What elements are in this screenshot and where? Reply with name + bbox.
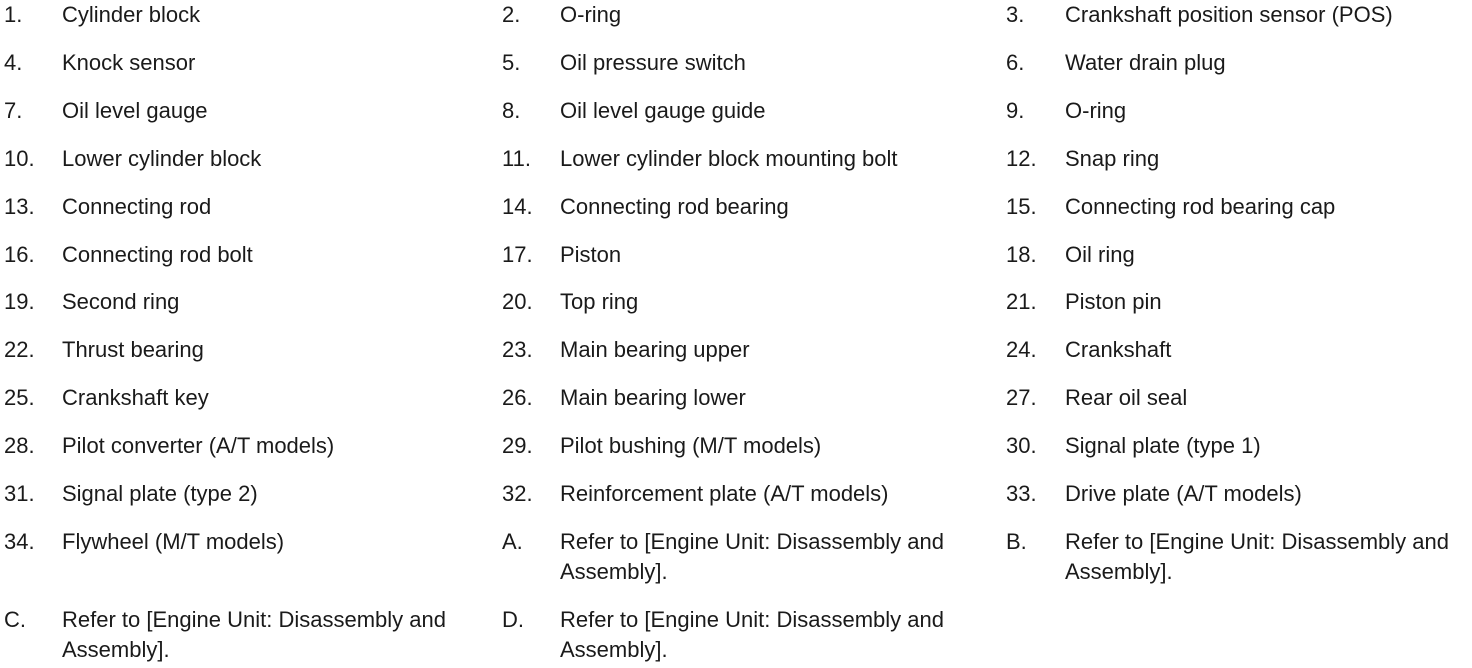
item-label: Signal plate (type 2) xyxy=(62,481,258,506)
item-number: 19. xyxy=(4,289,35,314)
item-label: Pilot converter (A/T models) xyxy=(62,433,335,458)
item-number: 9. xyxy=(1006,98,1025,123)
item-number: 5. xyxy=(502,50,521,75)
item-number: B. xyxy=(1006,529,1027,554)
item-number: 4. xyxy=(4,50,23,75)
item-label: O-ring xyxy=(1065,98,1127,123)
item-label: Oil pressure switch xyxy=(560,50,746,75)
item-label: Crankshaft key xyxy=(62,385,209,410)
item-label: O-ring xyxy=(560,2,622,27)
item-number: 14. xyxy=(502,194,533,219)
item-label: Flywheel (M/T models) xyxy=(62,529,285,554)
item-label: Top ring xyxy=(560,289,639,314)
item-label: Refer to [Engine Unit: Disassembly and Assembly]. xyxy=(560,529,944,584)
item-label: Lower cylinder block mounting bolt xyxy=(560,146,898,171)
item-number: 7. xyxy=(4,98,23,123)
item-label: Water drain plug xyxy=(1065,50,1226,75)
item-number: A. xyxy=(502,529,523,554)
item-label: Cylinder block xyxy=(62,2,201,27)
item-number: 34. xyxy=(4,529,35,554)
item-number: 2. xyxy=(502,2,521,27)
item-number: 25. xyxy=(4,385,35,410)
item-number: D. xyxy=(502,607,524,632)
item-number: 27. xyxy=(1006,385,1037,410)
item-label: Crankshaft position sensor (POS) xyxy=(1065,2,1393,27)
item-label: Connecting rod bearing xyxy=(560,194,789,219)
item-label: Piston pin xyxy=(1065,289,1162,314)
item-number: 24. xyxy=(1006,337,1037,362)
item-number: 29. xyxy=(502,433,533,458)
item-label: Oil ring xyxy=(1065,242,1135,267)
item-number: 15. xyxy=(1006,194,1037,219)
item-label: Pilot bushing (M/T models) xyxy=(560,433,822,458)
item-label: Oil level gauge guide xyxy=(560,98,766,123)
item-label: Reinforcement plate (A/T models) xyxy=(560,481,889,506)
item-label: Refer to [Engine Unit: Disassembly and Assembly]. xyxy=(1065,529,1449,584)
item-number: 6. xyxy=(1006,50,1025,75)
item-number: 22. xyxy=(4,337,35,362)
item-label: Crankshaft xyxy=(1065,337,1172,362)
item-label: Refer to [Engine Unit: Disassembly and Assembly]. xyxy=(560,607,944,662)
item-label: Thrust bearing xyxy=(62,337,204,362)
item-number: 32. xyxy=(502,481,533,506)
item-number: 33. xyxy=(1006,481,1037,506)
item-number: 31. xyxy=(4,481,35,506)
item-number: 8. xyxy=(502,98,521,123)
item-label: Piston xyxy=(560,242,622,267)
item-label: Refer to [Engine Unit: Disassembly and Assembly]. xyxy=(62,607,446,662)
item-number: 12. xyxy=(1006,146,1037,171)
item-label: Main bearing upper xyxy=(560,337,750,362)
item-number: 11. xyxy=(502,146,531,171)
item-number: 10. xyxy=(4,146,35,171)
item-label: Oil level gauge xyxy=(62,98,208,123)
item-label: Connecting rod bearing cap xyxy=(1065,194,1336,219)
item-number: 30. xyxy=(1006,433,1037,458)
item-number: C. xyxy=(4,607,26,632)
item-label: Main bearing lower xyxy=(560,385,746,410)
item-label: Snap ring xyxy=(1065,146,1160,171)
item-label: Rear oil seal xyxy=(1065,385,1188,410)
item-number: 28. xyxy=(4,433,35,458)
item-label: Drive plate (A/T models) xyxy=(1065,481,1302,506)
item-number: 3. xyxy=(1006,2,1025,27)
item-number: 23. xyxy=(502,337,533,362)
item-number: 18. xyxy=(1006,242,1037,267)
item-number: 16. xyxy=(4,242,35,267)
item-label: Lower cylinder block xyxy=(62,146,262,171)
item-number: 17. xyxy=(502,242,533,267)
item-number: 21. xyxy=(1006,289,1037,314)
item-label: Second ring xyxy=(62,289,180,314)
item-label: Connecting rod xyxy=(62,194,212,219)
item-label: Signal plate (type 1) xyxy=(1065,433,1261,458)
item-number: 1. xyxy=(4,2,23,27)
item-label: Connecting rod bolt xyxy=(62,242,253,267)
item-number: 13. xyxy=(4,194,35,219)
item-number: 20. xyxy=(502,289,533,314)
item-label: Knock sensor xyxy=(62,50,196,75)
item-number: 26. xyxy=(502,385,533,410)
